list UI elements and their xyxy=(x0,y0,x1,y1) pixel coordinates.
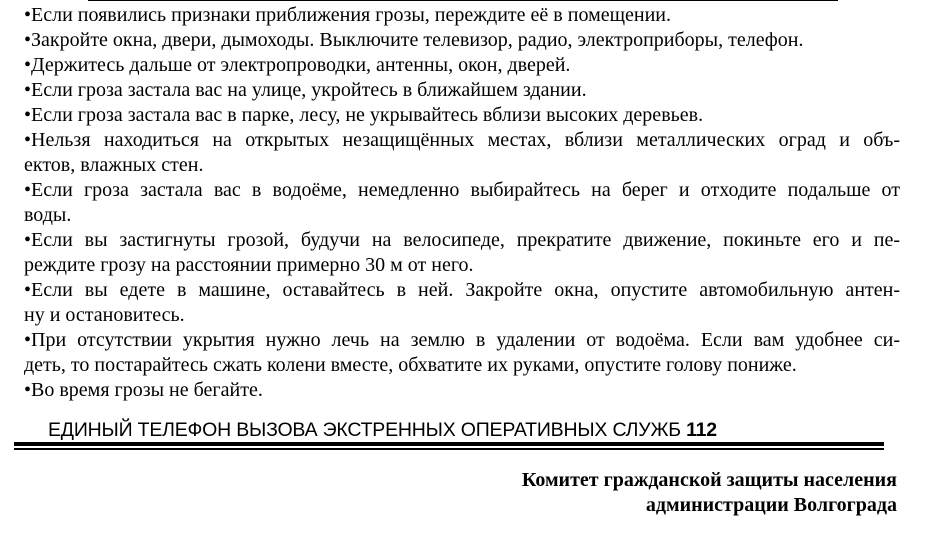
safety-rule-line: •Если гроза застала вас на улице, укройтесь в ближайшем здании. xyxy=(24,79,587,101)
safety-rule-line: •Если гроза застала вас в парке, лесу, не укрывайтесь вблизи высоких деревьев. xyxy=(24,104,704,126)
safety-rule-line: •Закройте окна, двери, дымоходы. Выключите телевизор, радио, электроприборы, телефон. xyxy=(24,29,804,51)
committee-signature xyxy=(522,468,897,518)
safety-rule-line: •Держитесь дальше от электропроводки, антенны, окон, дверей. xyxy=(24,54,571,76)
committee-line-1: Комитет гражданской защиты населения xyxy=(521,469,897,491)
safety-rule-line: •Если вы едете в машине, оставайтесь в ней. Закройте окна, опустите автомобильную антен- xyxy=(24,279,900,301)
safety-rule-line: деть, то постарайтесь сжать колени вместе, обхватите их руками, опустите голову пониже. xyxy=(24,354,797,376)
emergency-phone-text: ЕДИНЫЙ ТЕЛЕФОН ВЫЗОВА ЭКСТРЕННЫХ ОПЕРАТИВНЫХ СЛУЖБ xyxy=(48,419,687,441)
safety-rule-line: •Во время грозы не бегайте. xyxy=(24,379,263,401)
safety-rule-line: •При отсутствии укрытия нужно лечь на землю в удалении от водоёма. Если вам удобнее си- xyxy=(24,329,900,351)
safety-rule-item xyxy=(24,3,900,28)
safety-rule-item xyxy=(24,53,900,78)
divider-thick xyxy=(14,442,884,446)
safety-rule-item xyxy=(24,28,900,53)
safety-rule-item xyxy=(24,78,900,103)
safety-rule-item xyxy=(24,328,900,378)
safety-rule-item xyxy=(24,178,900,228)
safety-rule-line: •Если вы застигнуты грозой, будучи на велосипеде, прекратите движение, покиньте его и пе- xyxy=(24,229,900,251)
safety-rule-line: •Если гроза застала вас в водоёме, немедленно выбирайтесь на берег и отходите подальше от xyxy=(24,179,900,201)
safety-rule-item xyxy=(24,128,900,178)
safety-rule-line: •Нельзя находиться на открытых незащищённых местах, вблизи металлических оград и объ- xyxy=(24,129,900,151)
safety-rule-item xyxy=(24,278,900,328)
top-divider xyxy=(88,0,838,1)
safety-rule-item xyxy=(24,103,900,128)
safety-rule-item xyxy=(24,378,900,403)
safety-rule-line: ну и остановитесь. xyxy=(24,304,185,326)
divider-thin xyxy=(14,448,884,450)
emergency-phone-line xyxy=(48,418,717,442)
safety-rule-line: воды. xyxy=(24,204,72,226)
safety-rule-line: •Если появились признаки приближения грозы, переждите её в помещении. xyxy=(24,4,671,26)
safety-rule-line: ектов, влажных стен. xyxy=(24,154,204,176)
emergency-phone-number: 112 xyxy=(686,419,717,441)
safety-rule-item xyxy=(24,228,900,278)
committee-line-2: администрации Волгограда xyxy=(645,494,897,516)
safety-rule-line: реждите грозу на расстоянии примерно 30 м от него. xyxy=(24,254,474,276)
safety-rules-list xyxy=(24,3,900,403)
